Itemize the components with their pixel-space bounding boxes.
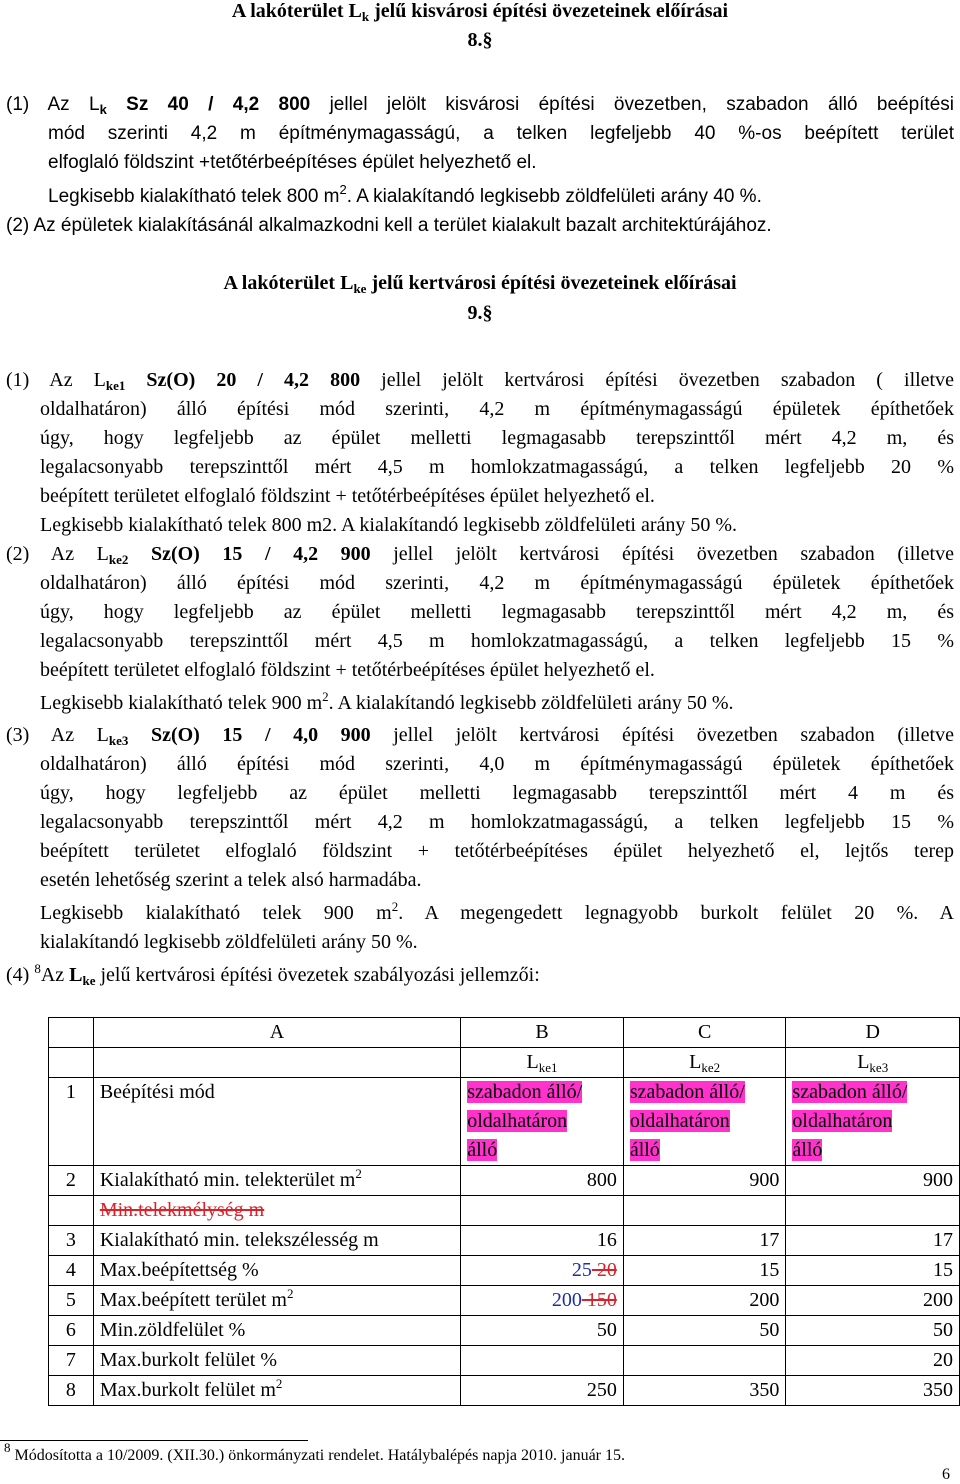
value-c: 17 [623,1226,786,1256]
s9-p2-line2: oldalhatáron) álló építési mód szerinti, 4,2 m építménymagasságú épületek építhetőek [40,572,954,594]
sub: k [99,102,107,117]
table-cell [49,1048,94,1078]
value-b: 50 [461,1316,624,1346]
label: (3) Az L [6,724,109,746]
s9-p2-line5: beépített területet elfoglaló földszint + tetőtérbeépítéses épület helyezhető el. [40,659,655,681]
sub: ke2 [108,552,129,567]
s8-p1-line3: elfoglaló földszint +tetőtérbeépítéses épület helyezhető el. [48,152,537,173]
zone-letter: L [689,1051,702,1073]
s9-p3-line3: úgy, hogy legfeljebb az épület melletti legmagasabb terepszinttől mért 4 m és [40,782,954,804]
sup: 2 [275,1376,283,1391]
col-letter: D [786,1018,960,1048]
zone-sub: ke2 [701,1060,721,1075]
value-d: 20 [786,1346,960,1376]
mode-text: álló [629,1139,660,1161]
sup: 2 [287,1286,294,1301]
value-c: 350 [623,1376,786,1406]
s9-p1-line5: beépített területet elfoglaló földszint + tetőtérbeépítéses épület helyezhető el. [40,485,655,507]
s9-p2-line4: legalacsonyabb terepszinttől mért 4,5 m homlokzatmagasságú, a telken legfeljebb 15 % [40,630,954,652]
value-b [461,1346,624,1376]
zone-header [461,1048,624,1078]
label-text: Max.burkolt felület m [99,1379,276,1401]
text: Legkisebb kialakítható telek 800 m [48,186,340,207]
s9-p3-line8: kialakítandó legkisebb zöldfelületi arány 50 %. [40,931,418,953]
value-b: 16 [461,1226,624,1256]
row-number: 3 [49,1226,94,1256]
value-new: 200 [551,1289,582,1311]
value-d: 200 [786,1286,960,1316]
footnote-separator [0,1440,308,1441]
value-c: 900 [623,1166,786,1196]
zone-header [786,1048,960,1078]
sub: ke1 [105,378,126,393]
section-number-9: 9.§ [467,302,493,324]
table-row [49,1256,960,1286]
s8-p1-line4 [48,182,762,211]
row-number: 5 [49,1286,94,1316]
mode-cell [461,1078,624,1166]
mode-text: oldalhatáron [467,1110,568,1132]
row-number: 8 [49,1376,94,1406]
text: jelű kertvárosi építési övezetek szabályozási jellemzői: [95,964,540,986]
table-row [49,1078,960,1166]
s9-p2-line1 [6,540,954,569]
col-letter: A [93,1018,460,1048]
s9-p2-line3: úgy, hogy legfeljebb az épület melletti legmagasabb terepszinttől mért 4,2 m, és [40,601,954,623]
col-letter: B [461,1018,624,1048]
text: Legkisebb kialakítható telek 900 m [40,692,323,714]
label-text: Max.beépített terület m [99,1289,287,1311]
sub: ke [82,973,96,988]
mode-text: álló [792,1139,823,1161]
mode-text: szabadon álló/ [467,1081,583,1103]
value-d: 900 [786,1166,960,1196]
heading-kertvarosi [0,272,960,295]
row-label: Max.beépítettség % [93,1256,460,1286]
label: (1) Az L [6,369,106,391]
row-label: Beépítési mód [93,1078,460,1166]
heading-kisvarosi [0,0,960,23]
page-number: 6 [942,1466,950,1483]
table-header-zones [49,1048,960,1078]
row-number: 2 [49,1166,94,1196]
heading-sub: ke [353,281,367,296]
row-label [93,1376,460,1406]
table-cell [93,1048,460,1078]
s9-p2-line6 [40,689,734,718]
heading-text: A lakóterület L [231,0,362,22]
table-header-letters [49,1018,960,1048]
s9-p3-line6: esetén lehetőség szerint a telek alsó harmadába. [40,869,422,891]
heading-text: A lakóterület L [223,272,354,294]
s9-p3-line7 [40,899,954,928]
zone-letter: L [69,964,83,986]
value-d: 17 [786,1226,960,1256]
row-number: 4 [49,1256,94,1286]
label: (4) [6,964,35,986]
sup: 2 [322,689,329,704]
code: Sz(O) 20 / 4,2 800 [125,369,361,391]
zone-sub: ke1 [538,1060,558,1075]
value-d: 15 [786,1256,960,1286]
s9-p1-line6: Legkisebb kialakítható telek 800 m2. A kialakítandó legkisebb zöldfelületi arány 50 %. [40,514,738,536]
table-row [49,1316,960,1346]
s9-p1-line4: legalacsonyabb terepszinttől mért 4,5 m homlokzatmagasságú, a telken legfeljebb 20 % [40,456,954,478]
table-row [49,1286,960,1316]
value-c: 50 [623,1316,786,1346]
row-label: Max.burkolt felület % [93,1346,460,1376]
table-row [49,1166,960,1196]
table-cell [461,1196,624,1226]
table-row [49,1376,960,1406]
footnote-number: 8 [4,1440,11,1455]
s9-p3-line1 [6,721,954,750]
text: . A kialakítandó legkisebb zöldfelületi arány 50 %. [328,692,734,714]
value-c: 15 [623,1256,786,1286]
value-b: 800 [461,1166,624,1196]
s8-p1-line1 [6,90,954,119]
zone-regulation-table [48,1017,960,1406]
col-letter: C [623,1018,786,1048]
code: Sz(O) 15 / 4,2 900 [128,543,371,565]
s9-p1-line1 [6,366,954,395]
s9-p1-line2: oldalhatáron) álló építési mód szerinti, 4,2 m építménymagasságú épületek építhetőek [40,398,954,420]
text: . A kialakítandó legkisebb zöldfelületi arány 40 %. [346,186,762,207]
row-label-struck: Min.telekmélység m [93,1196,460,1226]
footnote-text: Módosította a 10/2009. (XII.30.) önkormányzati rendelet. Hatálybalépés napja 2010. január 15. [10,1447,625,1464]
row-label: Min.zöldfelület % [93,1316,460,1346]
text: Legkisebb kialakítható telek 900 m [40,902,392,924]
sub: ke3 [108,733,129,748]
mode-text: álló [467,1139,498,1161]
sup: 2 [355,1166,362,1181]
s8-p1-line2: mód szerinti 4,2 m építménymagasságú, a telken legfeljebb 40 %-os beépített terület [48,123,954,144]
heading-text: jelű kertvárosi építési övezeteinek előírásai [366,272,737,294]
table-cell [49,1018,94,1048]
label-text: Kialakítható min. telekterület m [99,1169,356,1191]
code: Sz(O) 15 / 4,0 900 [128,724,371,746]
section-number-8: 8.§ [467,29,493,51]
code: Sz 40 / 4,2 800 [106,94,311,115]
zone-header [623,1048,786,1078]
zone-letter: L [526,1051,539,1073]
value-c [623,1346,786,1376]
row-label [93,1166,460,1196]
s9-p3-line4: legalacsonyabb terepszinttől mért 4,2 m homlokzatmagasságú, a telken legfeljebb 15 % [40,811,954,833]
s9-p3-line5: beépített területet elfoglaló földszint + tetőtérbeépítéses épület helyezhető el, lejtős terep [40,840,954,862]
value-b: 250 [461,1376,624,1406]
row-number: 1 [49,1078,94,1166]
value-d: 350 [786,1376,960,1406]
row-number [49,1196,94,1226]
mode-text: oldalhatáron [629,1110,730,1132]
sup: 2 [339,182,347,197]
row-number: 6 [49,1316,94,1346]
text: jellel jelölt kertvárosi építési övezetben szabadon ( illetve [360,369,954,391]
text: . A megengedett legnagyobb burkolt felület 20 %. A [398,902,954,924]
mode-cell [786,1078,960,1166]
table-cell [786,1196,960,1226]
value-old-struck: 20 [591,1259,617,1281]
s9-p3-line2: oldalhatáron) álló építési mód szerinti, 4,0 m építménymagasságú épületek építhetőek [40,753,954,775]
text: jellel jelölt kertvárosi építési övezetben szabadon (illetve [370,543,954,565]
label: (1) Az L [6,94,100,115]
table-row [49,1346,960,1376]
footnote-ref[interactable]: 8 [34,961,41,976]
text: jellel jelölt kertvárosi építési övezetben szabadon (illetve [370,724,954,746]
text: Az [40,964,70,986]
row-label [93,1286,460,1316]
heading-sub: k [361,9,370,24]
text: jellel jelölt kisvárosi építési övezetben, szabadon álló beépítési [310,94,954,115]
label: (2) Az L [6,543,109,565]
mode-text: szabadon álló/ [629,1081,745,1103]
value-old-struck: 150 [581,1289,617,1311]
sup: 2 [391,899,399,914]
value-d: 50 [786,1316,960,1346]
row-label: Kialakítható min. telekszélesség m [93,1226,460,1256]
value-new: 25 [571,1259,592,1281]
zone-sub: ke3 [869,1060,889,1075]
mode-text: oldalhatáron [792,1110,893,1132]
table-row-struck [49,1196,960,1226]
zone-letter: L [857,1051,870,1073]
heading-text: jelű kisvárosi építési övezeteinek előírásai [369,0,729,22]
mode-text: szabadon álló/ [792,1081,908,1103]
s9-p4 [6,961,540,990]
row-number: 7 [49,1346,94,1376]
mode-cell [623,1078,786,1166]
value-b [461,1286,624,1316]
footnote [4,1440,625,1466]
value-b [461,1256,624,1286]
table-row [49,1226,960,1256]
value-c: 200 [623,1286,786,1316]
s8-p2: (2) Az épületek kialakításánál alkalmazkodni kell a terület kialakult bazalt architektúrájához. [6,215,772,236]
s9-p1-line3: úgy, hogy legfeljebb az épület melletti legmagasabb terepszinttől mért 4,2 m, és [40,427,954,449]
table-cell [623,1196,786,1226]
